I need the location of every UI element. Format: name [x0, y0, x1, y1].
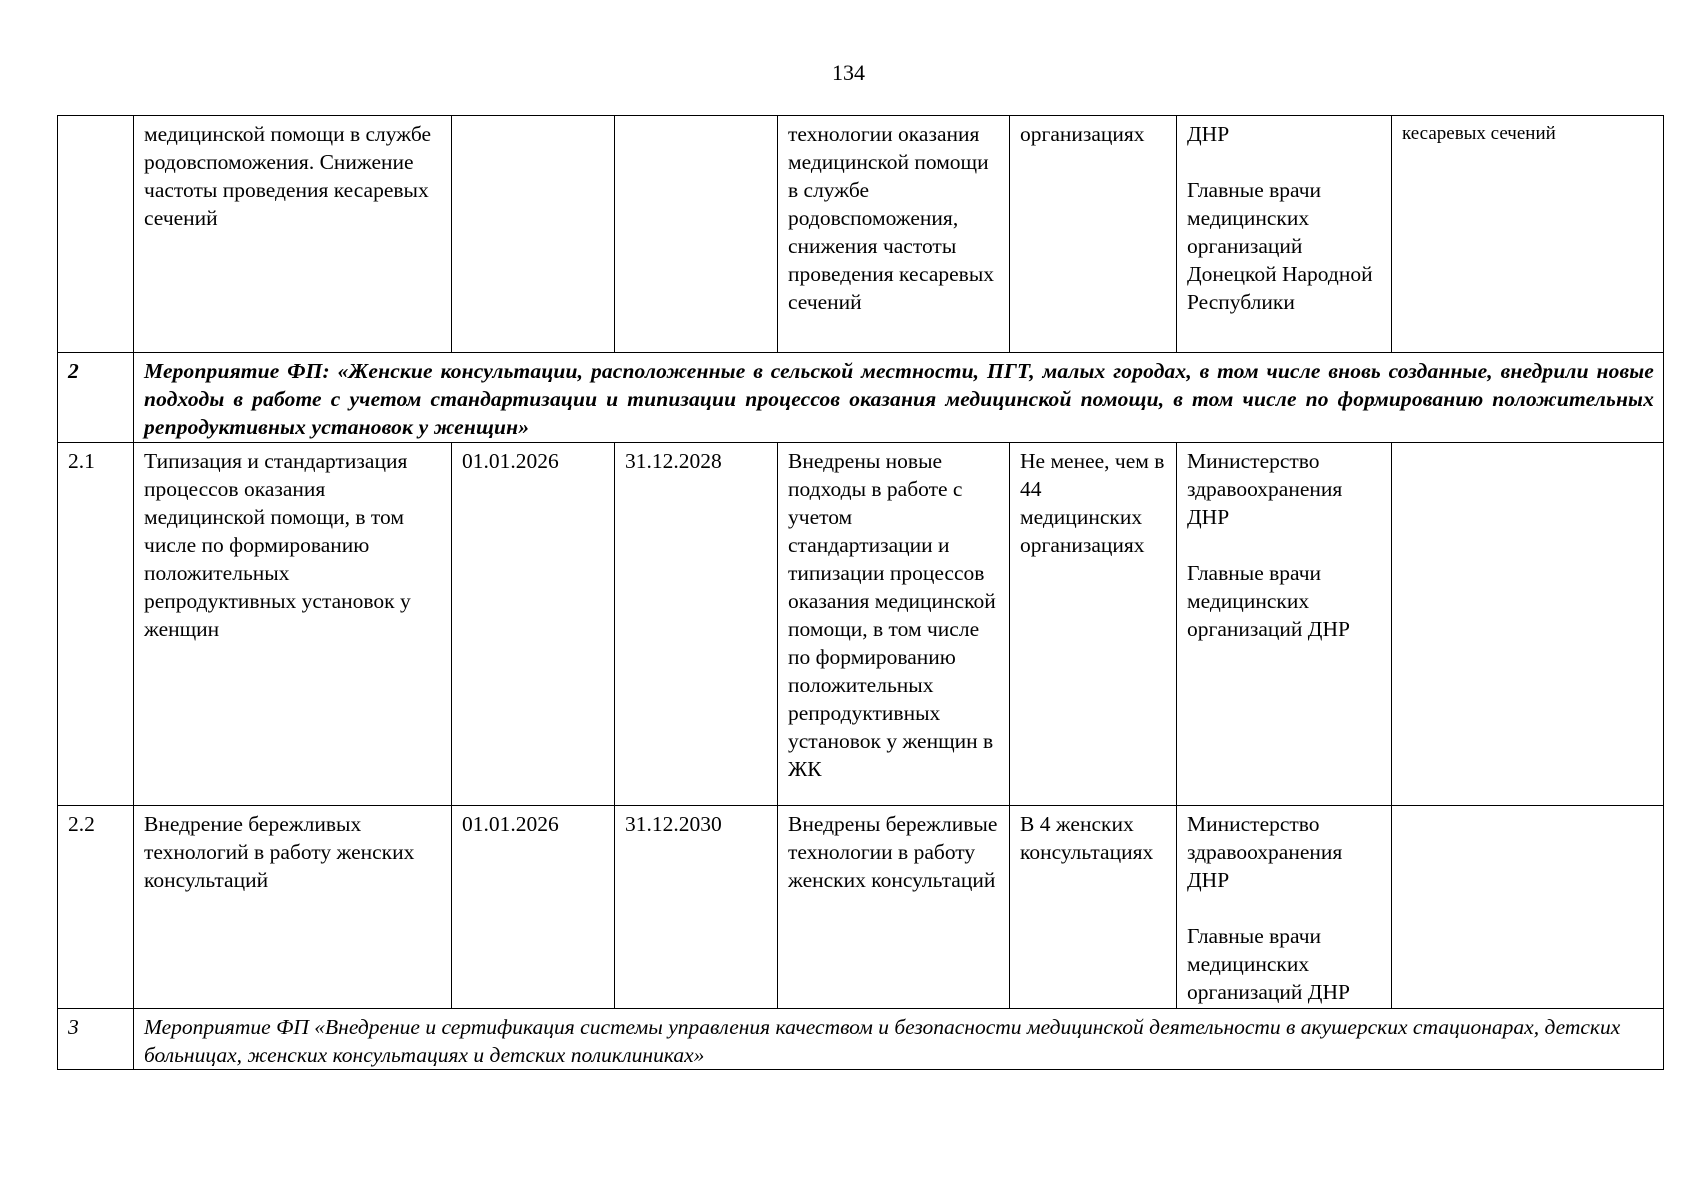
table-row	[58, 806, 1664, 1009]
responsible-ministry: Министерство здравоохранения ДНР	[1187, 812, 1343, 892]
cell-number: 2.1	[58, 443, 134, 806]
page-number: 134	[832, 60, 865, 85]
cell-name: Внедрение бережливых технологий в работу женских консультаций	[134, 806, 452, 1009]
section-row-2	[58, 353, 1664, 443]
plan-table	[57, 115, 1664, 1070]
cell-target: организациях	[1010, 116, 1177, 353]
section-title: Мероприятие ФП «Внедрение и сертификация системы управления качеством и безопасности медицинской деятельности в акушерских стационарах, детских больницах, женских консультациях и детских поликлиниках»	[134, 1009, 1664, 1070]
cell-result: Внедрены бережливые технологии в работу женских консультаций	[778, 806, 1010, 1009]
cell-responsible	[1177, 806, 1392, 1009]
responsible-head-doctors: Главные врачи медицинских организаций ДНР	[1187, 561, 1350, 641]
cell-number: 2.2	[58, 806, 134, 1009]
cell-end-date: 31.12.2030	[615, 806, 778, 1009]
cell-end-date: 31.12.2028	[615, 443, 778, 806]
cell-name: медицинской помощи в службе родовспоможения. Снижение частоты проведения кесаревых сечений	[134, 116, 452, 353]
table-row	[58, 443, 1664, 806]
responsible-ministry: Министерство здравоохранения ДНР	[1187, 449, 1343, 529]
cell-indicator: кесаревых сечений	[1392, 116, 1664, 353]
section-number: 2	[58, 353, 134, 443]
table-row-continuation	[58, 116, 1664, 353]
cell-name: Типизация и стандартизация процессов оказания медицинской помощи, в том числе по формированию положительных репродуктивных установок у женщин	[134, 443, 452, 806]
responsible-head-doctors: Главные врачи медицинских организаций ДНР	[1187, 924, 1350, 1004]
cell-start-date	[452, 116, 615, 353]
cell-responsible	[1177, 116, 1392, 353]
responsible-head-doctors: Главные врачи медицинских организаций Донецкой Народной Республики	[1187, 178, 1373, 314]
cell-result: Внедрены новые подходы в работе с учетом стандартизации и типизации процессов оказания медицинской помощи, в том числе по формированию положительных репродуктивных установок у женщин в ЖК	[778, 443, 1010, 806]
cell-end-date	[615, 116, 778, 353]
section-title: Мероприятие ФП: «Женские консультации, расположенные в сельской местности, ПГТ, малых городах, в том числе вновь созданные, внедрили новые подходы в работе с учетом стандартизации и типизации процессов оказания медицинской помощи, в том числе по формированию положительных репродуктивных установок у женщин»	[134, 353, 1664, 443]
cell-target: Не менее, чем в 44 медицинских организациях	[1010, 443, 1177, 806]
cell-responsible	[1177, 443, 1392, 806]
cell-target: В 4 женских консультациях	[1010, 806, 1177, 1009]
responsible-ministry: ДНР	[1187, 122, 1230, 146]
cell-indicator	[1392, 806, 1664, 1009]
section-number: 3	[58, 1009, 134, 1070]
cell-start-date: 01.01.2026	[452, 443, 615, 806]
cell-number	[58, 116, 134, 353]
cell-indicator	[1392, 443, 1664, 806]
section-row-3	[58, 1009, 1664, 1070]
cell-start-date: 01.01.2026	[452, 806, 615, 1009]
cell-result: технологии оказания медицинской помощи в службе родовспоможения, снижения частоты проведения кесаревых сечений	[778, 116, 1010, 353]
